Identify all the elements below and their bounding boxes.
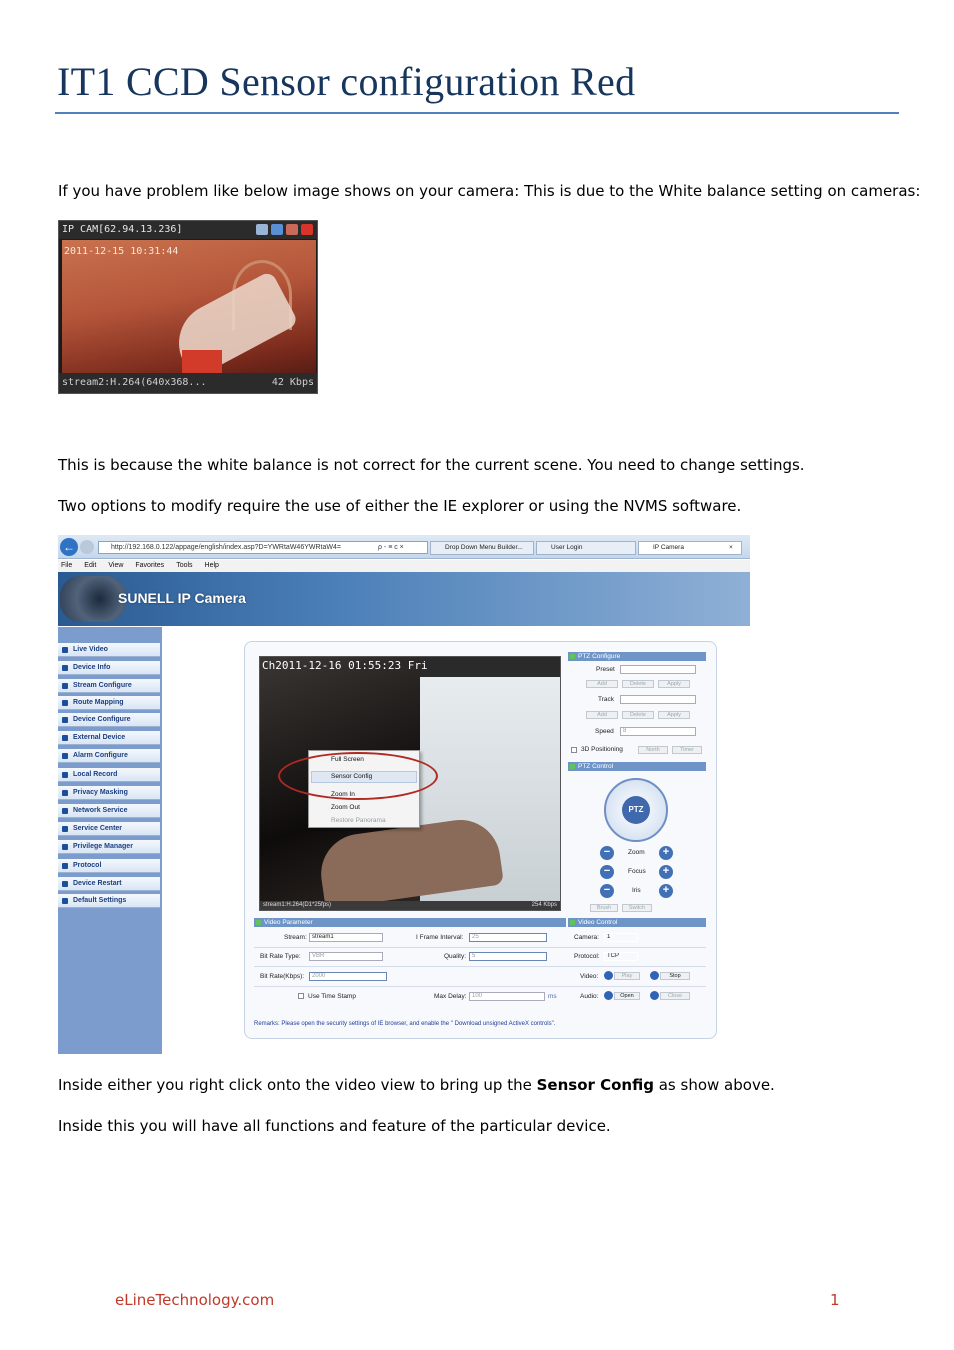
highlight-ring bbox=[278, 752, 438, 800]
tab-user-login[interactable]: User Login bbox=[536, 541, 636, 555]
timer-button[interactable]: Timer bbox=[672, 746, 702, 754]
switch-button[interactable]: Switch bbox=[622, 904, 652, 912]
preset-select[interactable] bbox=[620, 665, 696, 674]
bitrate-label: Bit Rate(Kbps): bbox=[260, 973, 305, 980]
tab-close-icon[interactable]: × bbox=[729, 544, 733, 551]
page-title: IT1 CCD Sensor configuration Red bbox=[57, 59, 636, 104]
iris-plus-icon[interactable]: + bbox=[659, 884, 673, 898]
stream-label: Stream: bbox=[284, 934, 307, 941]
camera-timestamp: 2011-12-15 10:31:44 bbox=[64, 246, 179, 257]
sidebar-item-external-device[interactable]: External Device bbox=[58, 731, 160, 745]
remarks-text: Remarks: Please open the security settings of IE browser, and enable the " Download unsigned ActiveX controls". bbox=[254, 1021, 556, 1027]
preset-delete-button[interactable]: Delete bbox=[622, 680, 654, 688]
speed-select[interactable]: 8 bbox=[620, 727, 696, 736]
max-delay-label: Max Delay: bbox=[434, 993, 467, 1000]
play-icon[interactable] bbox=[604, 971, 613, 980]
ptz-center-button[interactable]: PTZ bbox=[622, 796, 650, 824]
3d-positioning-label: 3D Positioning bbox=[581, 746, 623, 753]
camera-select[interactable]: 1 bbox=[604, 933, 638, 942]
time-stamp-label: Use Time Stamp bbox=[308, 993, 357, 1000]
sidebar-item-local-record[interactable]: Local Record bbox=[58, 768, 160, 782]
stop-button[interactable]: Stop bbox=[660, 972, 690, 980]
sidebar-item-route-mapping[interactable]: Route Mapping bbox=[58, 696, 160, 710]
time-stamp-checkbox[interactable] bbox=[298, 993, 304, 999]
sidebar-item-stream-configure[interactable]: Stream Configure bbox=[58, 679, 160, 693]
camera-title: IP CAM[62.94.13.236] bbox=[62, 224, 183, 235]
camera-title-bar bbox=[59, 221, 317, 239]
iframe-interval-input[interactable]: 25 bbox=[469, 933, 547, 942]
record-icon bbox=[271, 224, 283, 235]
preset-label: Preset bbox=[596, 666, 615, 673]
footer-page-number: 1 bbox=[830, 1291, 840, 1309]
sidebar-item-live-video[interactable]: Live Video bbox=[58, 643, 160, 657]
video-timestamp: Ch2011-12-16 01:55:23 Fri bbox=[262, 659, 428, 672]
sidebar-item-alarm-configure[interactable]: Alarm Configure bbox=[58, 749, 160, 763]
tab-ip-camera[interactable]: IP Camera bbox=[638, 541, 742, 555]
audio-close-button[interactable]: Close bbox=[660, 992, 690, 1000]
max-delay-select[interactable]: 100 bbox=[469, 992, 545, 1001]
menu-edit[interactable]: Edit bbox=[84, 562, 97, 569]
video-control-header: Video Control bbox=[568, 918, 706, 927]
brush-button[interactable]: Brush bbox=[590, 904, 618, 912]
context-item-zoom-in[interactable]: Zoom In bbox=[331, 791, 355, 798]
audio-label: Audio: bbox=[580, 993, 599, 1000]
track-add-button[interactable]: Add bbox=[586, 711, 618, 719]
video-stream: stream1:H.264(D1*25fps) bbox=[263, 902, 332, 908]
max-delay-unit: ms bbox=[548, 993, 557, 1000]
sidebar-item-network-service[interactable]: Network Service bbox=[58, 804, 160, 818]
browser-screenshot bbox=[58, 535, 750, 1054]
sidebar-item-device-info[interactable]: Device Info bbox=[58, 661, 160, 675]
forward-icon[interactable] bbox=[80, 540, 94, 554]
camera-snapshot bbox=[58, 220, 318, 394]
zoom-minus-icon[interactable]: − bbox=[600, 846, 614, 860]
sidebar-item-service-center[interactable]: Service Center bbox=[58, 822, 160, 836]
video-rate: 254 Kbps bbox=[531, 902, 557, 908]
video-status-bar bbox=[260, 901, 560, 910]
menu-favorites[interactable]: Favorites bbox=[135, 562, 165, 569]
camera-status-bar bbox=[59, 373, 317, 393]
options-paragraph: Two options to modify require the use of either the IE explorer or using the NVMS software. bbox=[58, 497, 742, 515]
sidebar-item-default-settings[interactable]: Default Settings bbox=[58, 894, 160, 908]
play-button[interactable]: Play bbox=[614, 972, 640, 980]
sidebar-item-device-configure[interactable]: Device Configure bbox=[58, 713, 160, 727]
zoom-plus-icon[interactable]: + bbox=[659, 846, 673, 860]
tab-drop-down-menu-builder[interactable]: Drop Down Menu Builder... bbox=[430, 541, 534, 555]
quality-label: Quality: bbox=[444, 953, 467, 960]
speaker-icon bbox=[286, 224, 298, 235]
camera-rate: 42 Kbps bbox=[271, 377, 314, 388]
iframe-interval-label: I Frame Interval: bbox=[416, 934, 464, 941]
video-parameter-form bbox=[254, 918, 706, 1006]
zoom-label: Zoom bbox=[628, 849, 645, 856]
3d-positioning-checkbox[interactable] bbox=[571, 747, 577, 753]
camera-stream: stream2:H.264(640x368... bbox=[62, 377, 207, 388]
back-icon[interactable]: ← bbox=[60, 538, 78, 556]
camera-video bbox=[62, 240, 316, 394]
context-item-zoom-out[interactable]: Zoom Out bbox=[331, 804, 360, 811]
stream-select[interactable]: stream1 bbox=[309, 933, 383, 942]
focus-plus-icon[interactable]: + bbox=[659, 865, 673, 879]
browser-menu-bar bbox=[58, 560, 750, 572]
camera-label: Camera: bbox=[574, 934, 599, 941]
track-select[interactable] bbox=[620, 695, 696, 704]
menu-file[interactable]: File bbox=[61, 562, 73, 569]
sidebar-item-privacy-masking[interactable]: Privacy Masking bbox=[58, 786, 160, 800]
sidebar-item-protocol[interactable]: Protocol bbox=[58, 859, 160, 873]
brand-name: SUNELL IP Camera bbox=[118, 590, 246, 606]
iris-minus-icon[interactable]: − bbox=[600, 884, 614, 898]
lock-icon bbox=[256, 224, 268, 235]
preset-add-button[interactable]: Add bbox=[586, 680, 618, 688]
functions-paragraph: Inside this you will have all functions and feature of the particular device. bbox=[58, 1117, 611, 1135]
iris-label: Iris bbox=[632, 887, 641, 894]
track-label: Track bbox=[598, 696, 615, 703]
address-url: http://192.168.0.122/appage/english/index.asp?D=YWRtaW46YWRtaW4= bbox=[111, 544, 341, 551]
context-item-full-screen[interactable]: Full Screen bbox=[331, 756, 364, 763]
ptz-control-header: PTZ Control bbox=[568, 762, 706, 771]
focus-label: Focus bbox=[628, 868, 646, 875]
protocol-select[interactable]: TCP bbox=[604, 952, 638, 961]
bitrate-input[interactable]: 2000 bbox=[309, 972, 387, 981]
open-icon[interactable] bbox=[604, 991, 613, 1000]
camera-lens-logo bbox=[60, 576, 126, 622]
ptz-configure-header: PTZ Configure bbox=[568, 652, 706, 661]
title-underline bbox=[55, 112, 899, 114]
intro-paragraph: If you have problem like below image shows on your camera: This is due to the White balance setting on cameras: bbox=[58, 182, 921, 200]
menu-tools[interactable]: Tools bbox=[176, 562, 193, 569]
browser-toolbar bbox=[58, 535, 750, 559]
close-icon[interactable] bbox=[301, 224, 313, 235]
stop-icon[interactable] bbox=[650, 971, 659, 980]
menu-view[interactable]: View bbox=[108, 562, 124, 569]
bitrate-type-label: Bit Rate Type: bbox=[260, 953, 301, 960]
bitrate-type-select[interactable]: VBR bbox=[309, 952, 383, 961]
context-item-restore-panorama: Restore Panorama bbox=[331, 817, 386, 824]
protocol-label: Protocol: bbox=[574, 953, 600, 960]
menu-help[interactable]: Help bbox=[204, 562, 219, 569]
camera-banner bbox=[58, 572, 750, 626]
context-item-sensor-config[interactable]: Sensor Config bbox=[331, 773, 373, 780]
audio-open-button[interactable]: Open bbox=[614, 992, 640, 1000]
video-label: Video: bbox=[580, 973, 599, 980]
sidebar-item-privilege-manager[interactable]: Privilege Manager bbox=[58, 840, 160, 854]
search-refresh-icons[interactable]: ρ - ≡ c × bbox=[378, 544, 404, 551]
preset-apply-button[interactable]: Apply bbox=[658, 680, 690, 688]
track-delete-button[interactable]: Delete bbox=[622, 711, 654, 719]
focus-minus-icon[interactable]: − bbox=[600, 865, 614, 879]
north-button[interactable]: North bbox=[638, 746, 668, 754]
sidebar-item-device-restart[interactable]: Device Restart bbox=[58, 877, 160, 891]
close-audio-icon[interactable] bbox=[650, 991, 659, 1000]
sensor-config-paragraph: Inside either you right click onto the video view to bring up the Sensor Config as show above. bbox=[58, 1076, 775, 1094]
ptz-panel bbox=[568, 650, 706, 912]
track-apply-button[interactable]: Apply bbox=[658, 711, 690, 719]
speed-label: Speed bbox=[595, 728, 614, 735]
white-balance-paragraph: This is because the white balance is not correct for the current scene. You need to change settings. bbox=[58, 456, 805, 474]
video-parameter-header: Video Parameter bbox=[254, 918, 566, 927]
sidebar bbox=[58, 627, 162, 1054]
footer-site: eLineTechnology.com bbox=[115, 1291, 275, 1309]
quality-input[interactable]: 5 bbox=[469, 952, 547, 961]
sensor-config-emphasis: Sensor Config bbox=[536, 1076, 654, 1094]
